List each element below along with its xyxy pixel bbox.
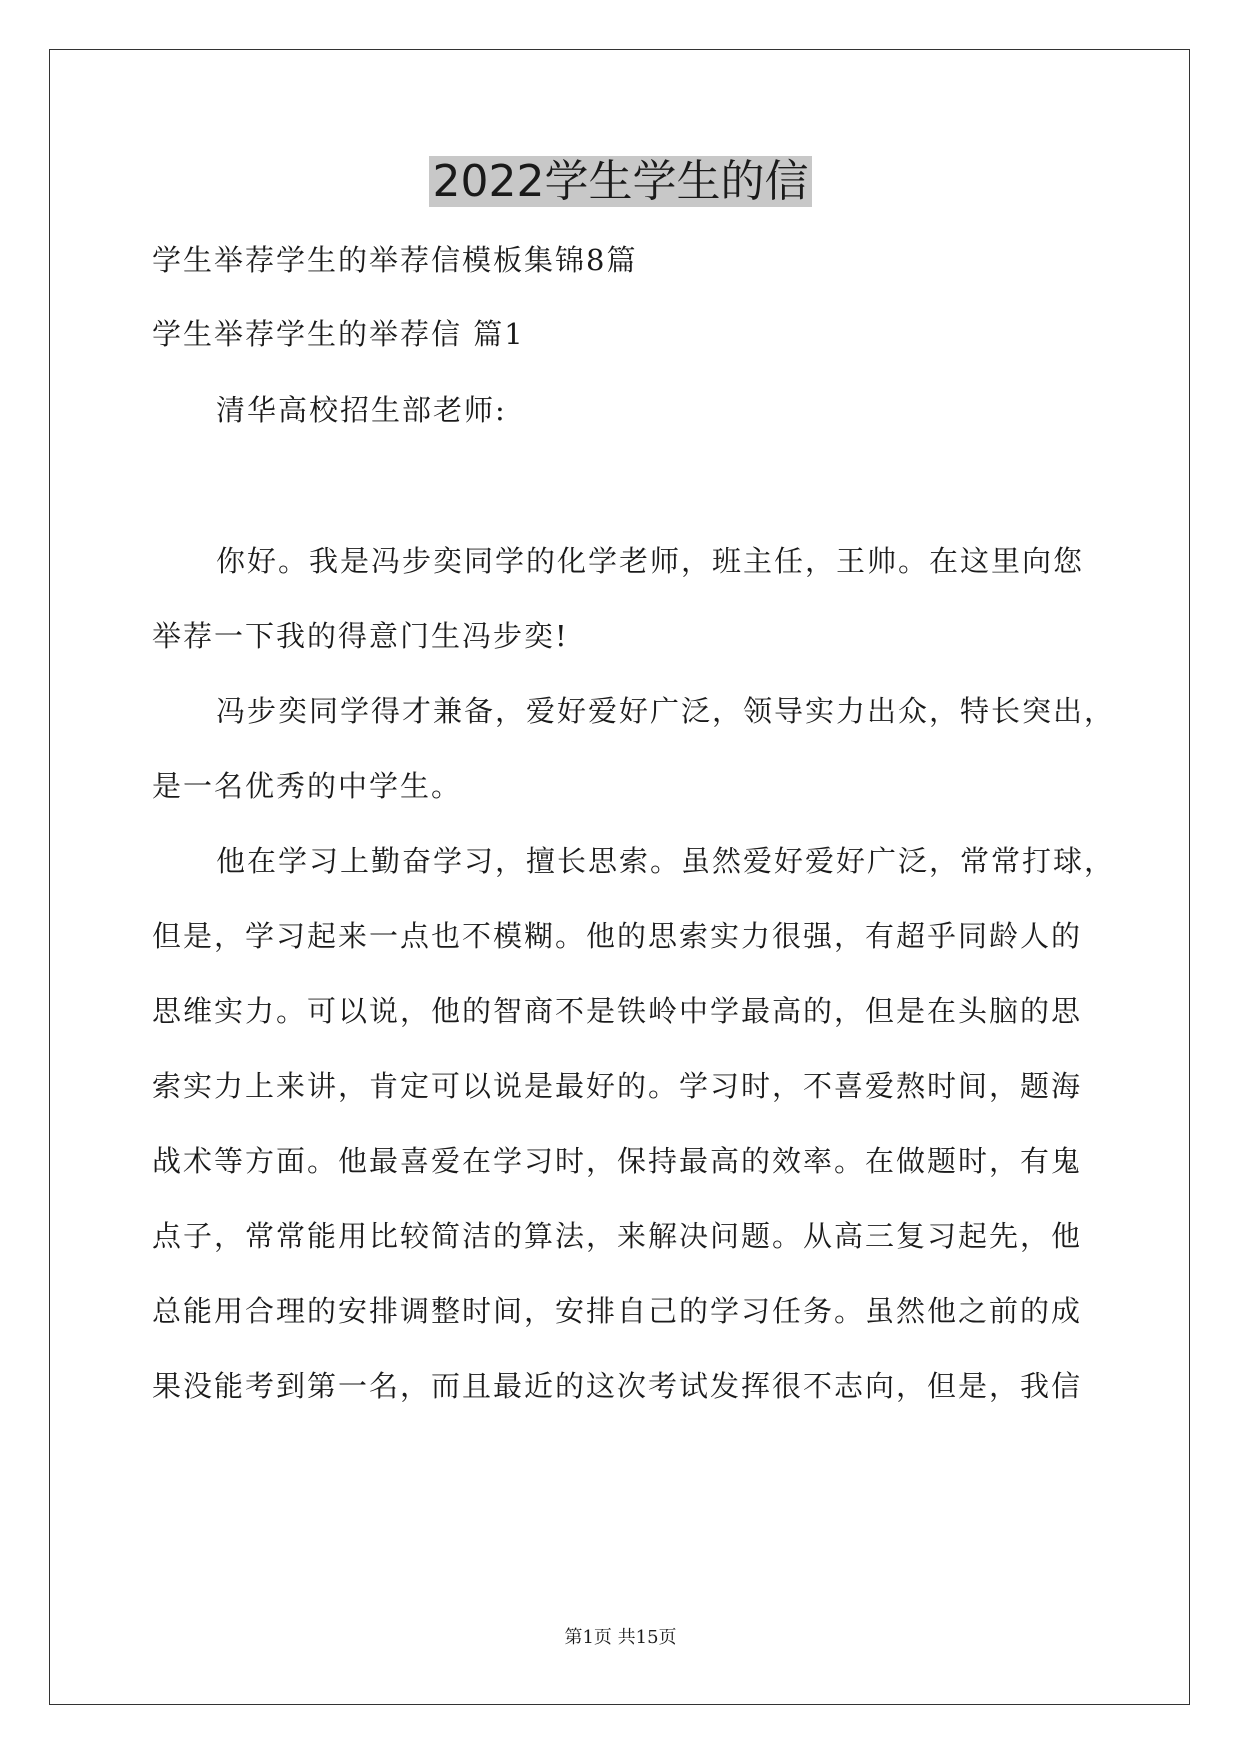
document-title <box>0 152 1241 212</box>
paragraph-line: 是一名优秀的中学生。 <box>152 769 463 803</box>
paragraph-line: 他在学习上勤奋学习，擅长思索。虽然爱好爱好广泛，常常打球， <box>216 844 1116 878</box>
paragraph-line: 思维实力。可以说，他的智商不是铁岭中学最高的，但是在头脑的思 <box>152 994 1083 1028</box>
paragraph-line: 点子，常常能用比较简洁的算法，来解决问题。从高三复习起先，他 <box>152 1219 1083 1253</box>
document-title-text: 2022学生学生的信 <box>429 156 813 207</box>
section-heading: 学生举荐学生的举荐信 篇1 <box>152 317 525 351</box>
paragraph-line: 索实力上来讲，肯定可以说是最好的。学习时，不喜爱熬时间，题海 <box>152 1069 1083 1103</box>
salutation: 清华高校招生部老师: <box>216 393 507 427</box>
paragraph-line: 果没能考到第一名，而且最近的这次考试发挥很不志向，但是，我信 <box>152 1369 1083 1403</box>
paragraph-line: 举荐一下我的得意门生冯步奕! <box>152 619 569 653</box>
paragraph-line: 但是，学习起来一点也不模糊。他的思索实力很强，有超乎同龄人的 <box>152 919 1083 953</box>
paragraph-line: 你好。我是冯步奕同学的化学老师，班主任，王帅。在这里向您 <box>216 544 1085 578</box>
document-subtitle: 学生举荐学生的举荐信模板集锦8篇 <box>152 243 638 277</box>
paragraph-line: 冯步奕同学得才兼备，爱好爱好广泛，领导实力出众，特长突出， <box>216 694 1116 728</box>
paragraph-line: 总能用合理的安排调整时间，安排自己的学习任务。虽然他之前的成 <box>152 1294 1083 1328</box>
paragraph-line: 战术等方面。他最喜爱在学习时，保持最高的效率。在做题时，有鬼 <box>152 1144 1083 1178</box>
page-number-footer: 第1页 共15页 <box>564 1627 677 1648</box>
